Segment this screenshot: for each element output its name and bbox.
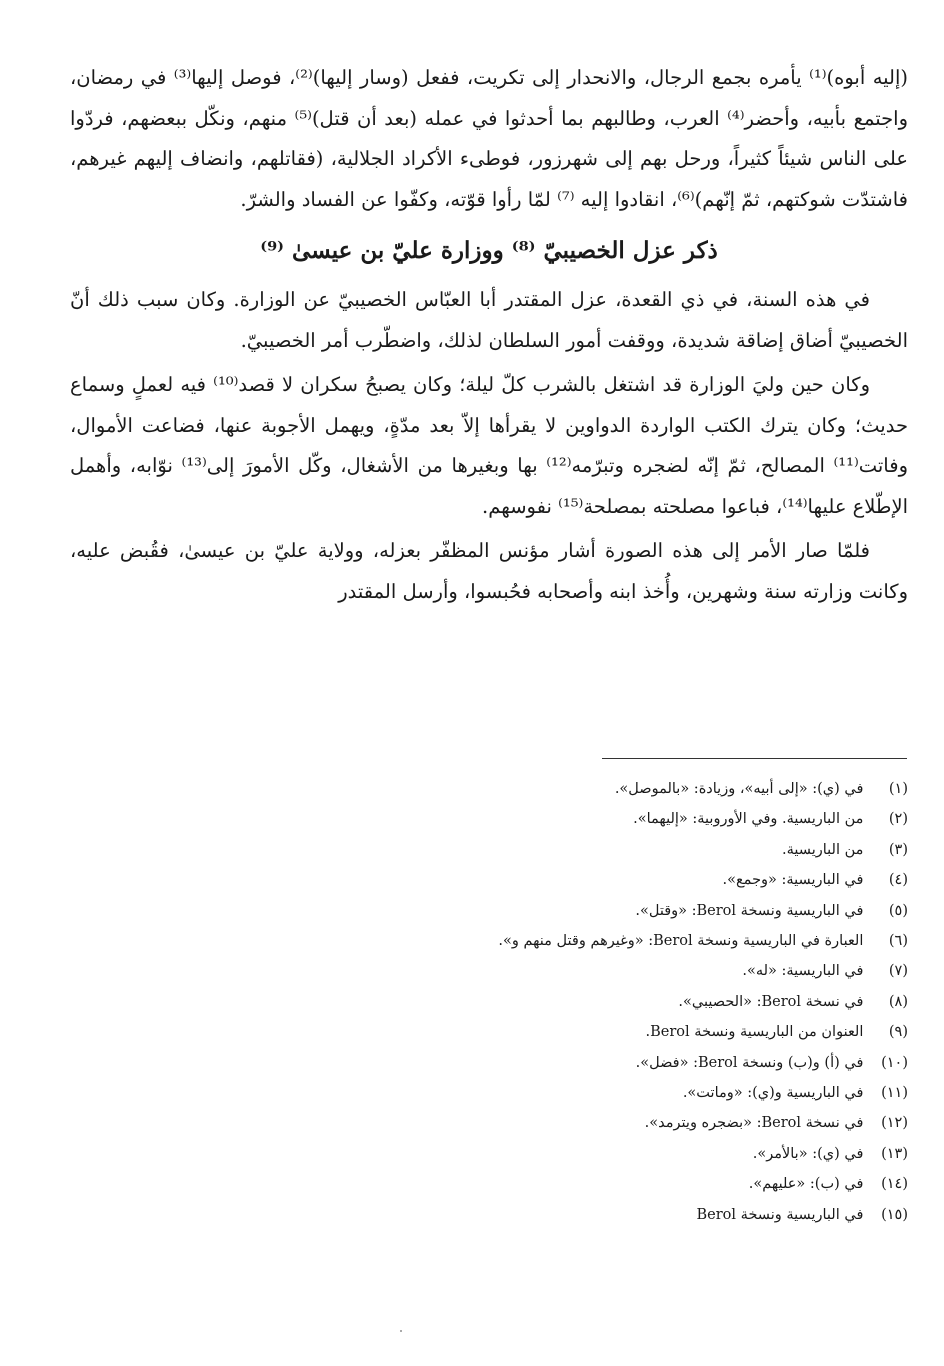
footnotes [368, 774, 908, 1230]
footnote [368, 987, 908, 1017]
paragraph-3: وكان حين وليَ الوزارة قد اشتغل بالشرب كلّ ليلة؛ وكان يصبحُ سكران لا قصد⁽¹⁰⁾ فيه لعملٍ وسماع حديث؛ وكان يترك الكتب الواردة الدواوين لا يقرأها إلاّ بعد مدّةٍ، ويهمل الأجوبة عنها، فضاعت الأموال، وفاتت⁽¹¹⁾ المصالح، ثمّ إنّه لضجره وتبرّمه⁽¹²⁾ بها وبغيرها من الأشغال، وكّل الأمورَ إلى⁽¹³⁾ نوّابه، وأهمل الإطّلاع عليها⁽¹⁴⁾، فباعوا مصلحته بمصلحة⁽¹⁵⁾ نفوسهم. [70, 373, 908, 518]
main-text [70, 58, 908, 612]
footnote-number: (٥) [888, 902, 908, 919]
footnote-number: (٧) [888, 963, 908, 980]
footnote-text: من الباريسية. [782, 841, 864, 858]
footnote-number: (١٣) [881, 1145, 908, 1162]
footnote-number: (٩) [888, 1024, 908, 1041]
footnote [368, 835, 908, 865]
footnote [368, 1017, 908, 1047]
footnote-number: (٤) [888, 872, 908, 889]
footnote-number: (١٥) [881, 1206, 908, 1223]
footnote-text: في نسخة Berol: «الحصيبي». [678, 993, 864, 1010]
footnote [368, 1078, 908, 1108]
footnote [368, 1048, 908, 1078]
footnote [368, 1139, 908, 1169]
footnote-text: في الباريسية ونسخة Berol: «وقتل». [635, 902, 864, 919]
footnote-text: في الباريسية: «وجمع». [722, 872, 864, 889]
footnote-text: في الباريسية ونسخة Berol [696, 1206, 864, 1223]
footnote [368, 1200, 908, 1230]
footnote-text: من الباريسية. وفي الأوروبية: «إليهما». [633, 811, 864, 828]
scan-speck [400, 1330, 402, 1332]
footnote-text: العبارة في الباريسية ونسخة Berol: «وغيرهم وقتل منهم و». [498, 933, 864, 950]
footnote-text: في الباريسية: «له». [742, 963, 864, 980]
footnote-text: في (أ) و(ب) ونسخة Berol: «فضل». [635, 1054, 864, 1071]
footnote-separator [602, 758, 907, 759]
footnote-number: (٦) [888, 933, 908, 950]
footnote-text: في (ي): «إلى أبيه»، وزيادة: «بالموصل». [614, 781, 864, 797]
footnote [368, 1108, 908, 1138]
footnote [368, 896, 908, 926]
paragraph-4: فلمّا صار الأمر إلى هذه الصورة أشار مؤنس المظفّر بعزله، وولاية عليّ بن عيسىٰ، فقُبض عليه، وكانت وزارته سنة وشهرين، وأُخذ ابنه وأصحابه فحُبسوا، وأرسل المقتدر [70, 539, 908, 603]
footnote [368, 1169, 908, 1199]
footnote [368, 956, 908, 986]
footnote [368, 804, 908, 834]
footnote-number: (١٠) [881, 1054, 908, 1071]
footnote-number: (١٢) [881, 1115, 908, 1132]
footnote-number: (١٤) [881, 1176, 908, 1193]
section-heading: ذكر عزل الخصيبيّ ⁽⁸⁾ ووزارة عليّ بن عيسىٰ ⁽⁹⁾ [260, 237, 718, 264]
footnote-number: (١) [888, 781, 908, 797]
paragraph-1: (إليه أبوه)⁽¹⁾ يأمره بجمع الرجال، والانحدار إلى تكريت، ففعل (وسار إليها)⁽²⁾، فوصل إليها⁽³⁾ في رمضان، واجتمع بأبيه، وأحضر⁽⁴⁾ العرب، وطالبهم بما أحدثوا في عمله (بعد أن قتل)⁽⁵⁾ منهم، ونكّل ببعضهم، فردّوا على الناس شيئاً كثيراً، ورحل بهم إلى شهرزور، فوطىء الأكراد الجلالية، (فقاتلهم، وانضاف إليهم غيرهم، فاشتدّت شوكتهم، ثمّ إنّهم)⁽⁶⁾، انقادوا إليه ⁽⁷⁾ لمّا رأوا قوّته، وكفّوا عن الفساد والشرّ. [70, 66, 909, 211]
footnote [368, 865, 908, 895]
footnote-text: العنوان من الباريسية ونسخة Berol. [645, 1024, 864, 1041]
footnote [368, 774, 908, 804]
footnote-number: (٨) [888, 993, 908, 1010]
footnote-number: (٢) [888, 811, 908, 828]
footnote-number: (٣) [888, 841, 908, 858]
footnote-text: في نسخة Berol: «بضجره ويترمد». [644, 1115, 864, 1132]
footnote-text: في الباريسية و(ي): «وماتت». [682, 1085, 864, 1102]
footnote [368, 926, 908, 956]
footnote-text: في (ب): «عليهم». [748, 1176, 864, 1193]
paragraph-2: في هذه السنة، في ذي القعدة، عزل المقتدر أبا العبّاس الخصيبيّ عن الوزارة. وكان سبب ذلك أنّ الخصيبيّ أضاق إضاقة شديدة، ووقفت أمور السلطان لذلك، واضطّرب أمر الخصيبيّ. [70, 288, 908, 352]
footnote-number: (١١) [881, 1085, 908, 1102]
footnote-text: في (ي): «بالأمر». [752, 1145, 864, 1162]
